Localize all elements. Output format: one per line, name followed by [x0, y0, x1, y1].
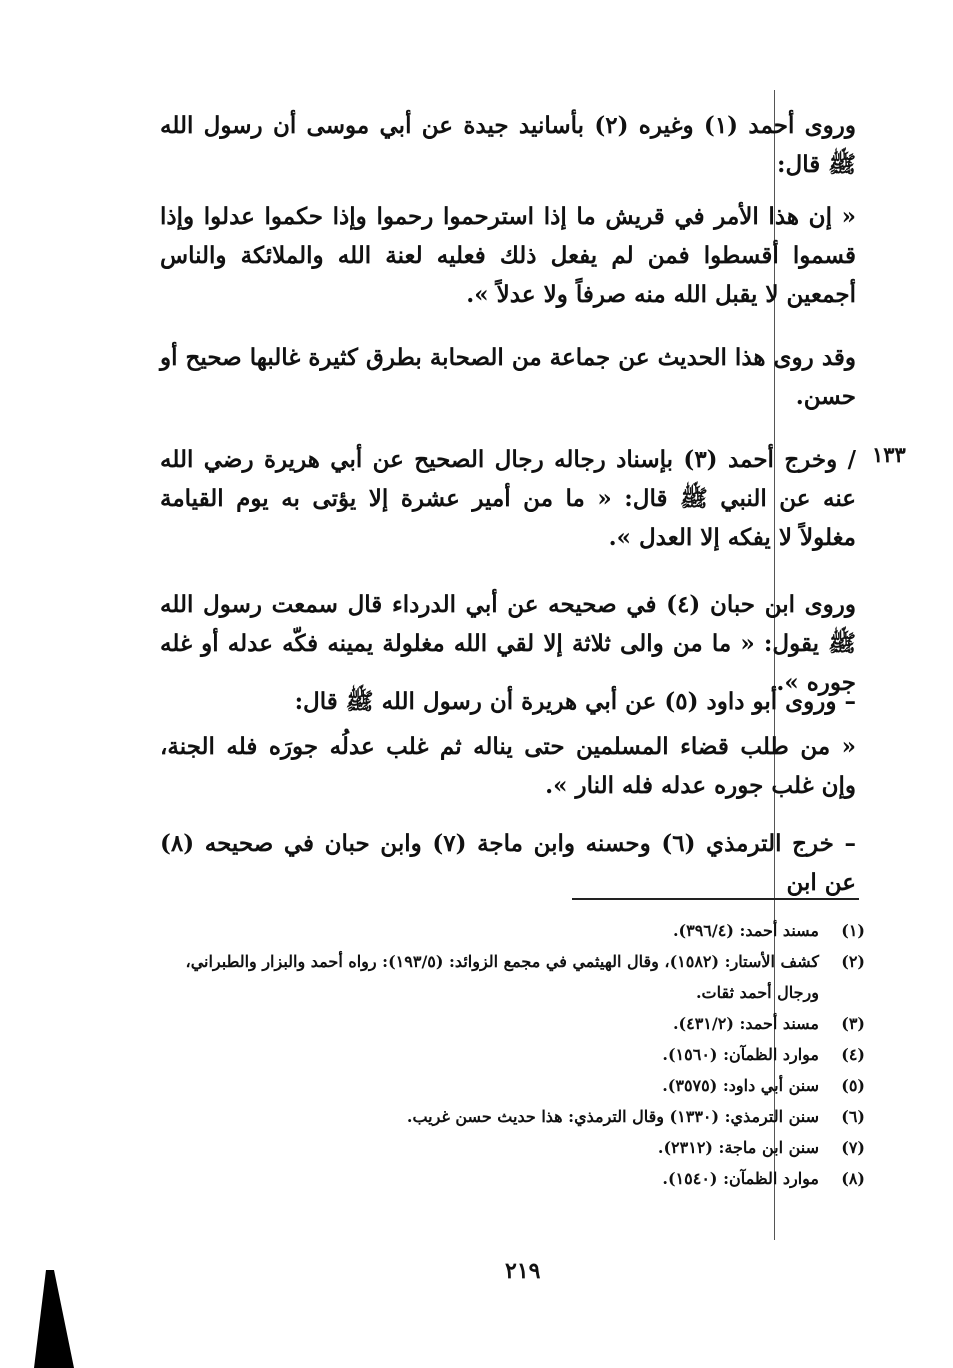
footnote-1 [160, 915, 865, 946]
footnote-number: (٦) [841, 1107, 865, 1126]
page-number: ٢١٩ [505, 1258, 541, 1284]
paragraph-7: « من طلب قضاء المسلمين حتى يناله ثم غلب عدلُه جورَه فله الجنة، وإن غلب جوره عدله فله النار ». [160, 733, 856, 799]
footnote-text: موارد الظمآن: (١٥٦٠). [662, 1045, 819, 1064]
footnote-text: سنن ابن ماجة: (٢٣١٢). [657, 1138, 819, 1157]
footnote-text: مسند أحمد: (٤٣١/٢). [672, 1014, 819, 1033]
footnote-text: مسند أحمد: (٣٩٦/٤). [672, 921, 819, 940]
footnote-number: (٧) [841, 1138, 865, 1157]
paragraph-8: – خرج الترمذي (٦) وحسنه وابن ماجة (٧) وابن حبان في صحيحه (٨) عن ابن [160, 830, 856, 896]
paragraph-1: وروى أحمد (١) وغيره (٢) بأسانيد جيدة عن أبي موسى أن رسول الله ﷺ قال: [160, 112, 856, 178]
scan-edge-shadow [34, 1270, 74, 1368]
paragraph-4: / وخرج أحمد (٣) بإسناد رجاله رجال الصحيح عن أبي هريرة رضي الله عنه عن النبي ﷺ قال: « ما من أمير عشرة إلا يؤتى به يوم القيامة مغلولاً لا يفكه إلا العدل ». [160, 446, 856, 551]
footnote-number: (٤) [841, 1045, 865, 1064]
paragraph-2: « إن هذا الأمر في قريش ما إذا استرحموا رحموا وإذا حكموا عدلوا وإذا قسموا أقسطوا فمن لم يفعل ذلك فعليه لعنة الله والملائكة والناس أجمعين لا يقبل الله منه صرفاً ولا عدلاً ». [160, 203, 856, 308]
footnote-number: (١) [841, 921, 865, 940]
footnote-4 [160, 1039, 865, 1070]
footnote-separator [572, 898, 859, 900]
footnote-text: موارد الظمآن: (١٥٤٠). [662, 1169, 819, 1188]
margin-page-reference: ١٣٣ [872, 442, 906, 467]
footnote-6 [160, 1101, 865, 1132]
footnote-8 [160, 1163, 865, 1194]
paragraph-3: وقد روى هذا الحديث عن جماعة من الصحابة بطرق كثيرة غالبها صحيح أو حسن. [160, 344, 856, 410]
footnote-text: كشف الأستار: (١٥٨٢)، وقال الهيثمي في مجمع الزوائد: (١٩٣/٥): رواه أحمد والبزار والطبراني، ورجال أحمد ثقات. [185, 952, 819, 1002]
paragraph-5: وروى ابن حبان (٤) في صحيحه عن أبي الدرداء قال سمعت رسول الله ﷺ يقول: « ما من والى ثلاثة إلا لقي الله مغلولة يمينه فكّه عدله أو غله جوره ». [160, 591, 856, 696]
footnote-7 [160, 1132, 865, 1163]
footnote-2 [160, 946, 865, 1008]
footnote-number: (٥) [841, 1076, 865, 1095]
footnote-text: سنن أبي داود: (٣٥٧٥). [662, 1076, 819, 1095]
footnote-3 [160, 1008, 865, 1039]
footnote-5 [160, 1070, 865, 1101]
footnote-number: (٢) [841, 952, 865, 971]
paragraph-6: – وروى أبو داود (٥) عن أبي هريرة أن رسول الله ﷺ قال: [294, 688, 856, 715]
footnotes [160, 915, 865, 1194]
footnote-text: سنن الترمذي: (١٣٣٠) وقال الترمذي: هذا حديث حسن غريب. [406, 1107, 819, 1126]
footnote-number: (٣) [841, 1014, 865, 1033]
footnote-number: (٨) [841, 1169, 865, 1188]
